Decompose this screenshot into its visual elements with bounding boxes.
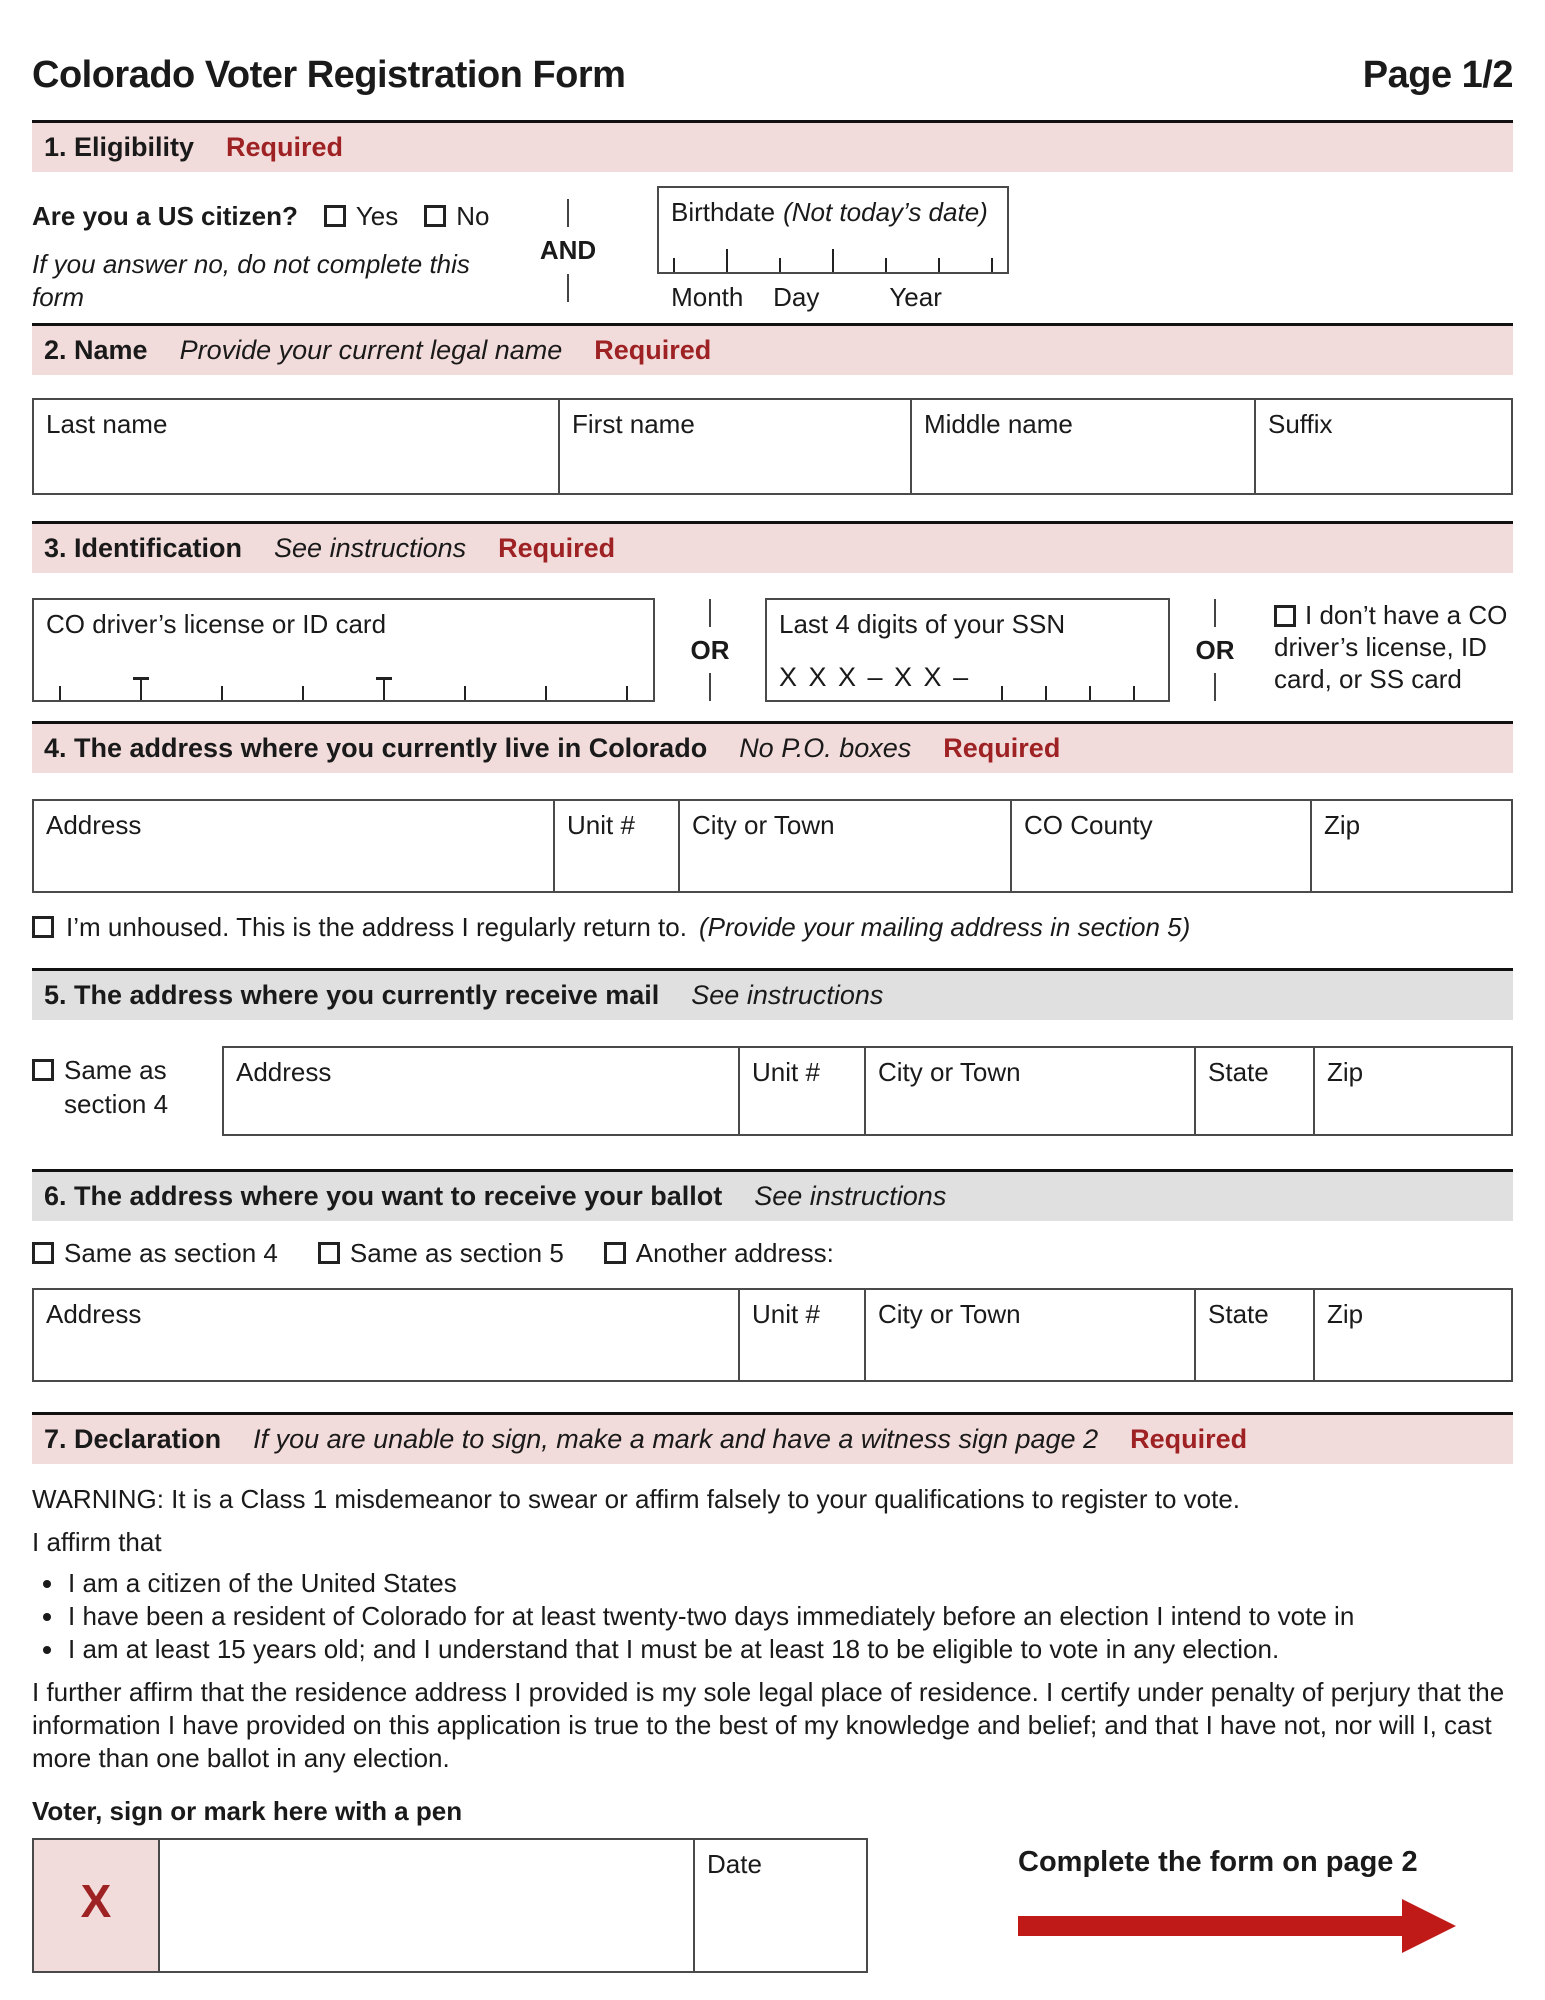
tick-mark: [626, 686, 628, 700]
ballot-same-as-5-checkbox[interactable]: [318, 1242, 340, 1264]
section-5-subtitle: See instructions: [691, 979, 884, 1010]
ballot-address-field[interactable]: [32, 1288, 740, 1382]
ballot-state-field[interactable]: [1196, 1288, 1315, 1382]
section-2-required-badge: Required: [594, 335, 712, 366]
tick-mark: [302, 686, 304, 700]
section-4-body: [32, 773, 1513, 968]
or-separator-1: [655, 598, 765, 702]
tick-mark: [464, 686, 466, 700]
drivers-license-field[interactable]: [32, 598, 655, 702]
citizenship-question-block: [32, 186, 504, 314]
zip-label: Zip: [1327, 1056, 1364, 1087]
date-field[interactable]: [695, 1838, 868, 1973]
no-id-option[interactable]: [1260, 598, 1513, 702]
middle-name-label: Middle name: [924, 409, 1073, 440]
tick-mark: [726, 249, 728, 272]
tick-mark: [991, 258, 993, 272]
mailing-city-field[interactable]: [866, 1046, 1196, 1136]
page-indicator: Page 1/2: [1362, 54, 1513, 96]
residence-address-field[interactable]: [32, 799, 555, 893]
declaration-bullet: • I am at least 15 years old; and I understand that I must be at least 18 to be eligible to vote in any election.: [66, 1633, 1513, 1666]
separator-line: [709, 673, 711, 701]
day-label: Day: [773, 281, 820, 312]
address-label: Address: [46, 810, 142, 841]
ballot-same-as-4-option[interactable]: [32, 1237, 278, 1270]
mailing-state-field[interactable]: [1196, 1046, 1315, 1136]
section-4-required-badge: Required: [943, 733, 1061, 764]
section-5-body: [32, 1020, 1513, 1169]
mailing-unit-field[interactable]: [740, 1046, 866, 1136]
unhoused-hint: (Provide your mailing address in section 5): [698, 912, 1191, 943]
city-label: City or Town: [878, 1299, 1021, 1330]
section-6-body: [32, 1221, 1513, 1413]
separator-line: [1214, 673, 1216, 701]
ballot-another-address-checkbox[interactable]: [604, 1242, 626, 1264]
section-3-title: 3. Identification: [44, 533, 243, 564]
signature-row: [32, 1838, 1513, 1973]
section-2-subtitle: Provide your current legal name: [179, 335, 563, 366]
residence-city-field[interactable]: [680, 799, 1012, 893]
section-3-required-badge: Required: [498, 533, 616, 564]
no-id-label: I don’t have a CO driver’s license, ID card, or SS card: [1274, 600, 1508, 694]
ballot-zip-field[interactable]: [1315, 1288, 1513, 1382]
birthdate-hint: (Not today’s date): [783, 196, 988, 227]
tick-mark: [59, 686, 61, 700]
suffix-field[interactable]: [1256, 398, 1513, 495]
section-1-body: [32, 172, 1513, 324]
ssn-tick-marks: [980, 686, 1156, 700]
mailing-address-row: [222, 1046, 1513, 1136]
separator-line: [1214, 599, 1216, 627]
year-label: Year: [889, 281, 942, 312]
and-separator: [504, 186, 632, 314]
unhoused-checkbox[interactable]: [32, 916, 54, 938]
county-label: CO County: [1024, 810, 1153, 841]
tick-mark: [1001, 686, 1003, 700]
section-4-subtitle: No P.O. boxes: [739, 733, 912, 764]
signature-x-box: [32, 1838, 160, 1973]
declaration-warning: WARNING: It is a Class 1 misdemeanor to swear or affirm falsely to your qualifications to register to vote.: [32, 1484, 1240, 1515]
declaration-bullet: • I have been a resident of Colorado for at least twenty-two days immediately before an election I intend to vote in: [66, 1600, 1513, 1633]
ballot-same-as-4-label: Same as section 4: [64, 1237, 278, 1268]
date-label: Date: [707, 1849, 762, 1880]
first-name-label: First name: [572, 409, 695, 440]
signature-instruction: Voter, sign or mark here with a pen: [32, 1796, 463, 1827]
section-2-body: [32, 375, 1513, 521]
separator-line: [709, 599, 711, 627]
zip-label: Zip: [1327, 1299, 1364, 1330]
signature-field[interactable]: [160, 1838, 695, 1973]
section-3-header: [32, 521, 1513, 573]
or-separator-2: [1170, 598, 1260, 702]
citizen-yes-label: Yes: [355, 200, 399, 231]
same-as-section-4-checkbox[interactable]: [32, 1059, 54, 1081]
unit-label: Unit #: [567, 810, 635, 841]
tick-mark: [1045, 686, 1047, 700]
no-id-checkbox[interactable]: [1274, 605, 1296, 627]
license-tick-marks: [59, 677, 629, 700]
section-7-required-badge: Required: [1130, 1424, 1248, 1455]
ballot-same-as-5-label: Same as section 5: [349, 1237, 564, 1268]
tick-mark: [938, 258, 940, 272]
complete-page-2-label: Complete the form on page 2: [1018, 1846, 1418, 1879]
section-6-header: [32, 1169, 1513, 1221]
tick-mark: [832, 249, 834, 272]
last-name-label: Last name: [46, 409, 168, 440]
suffix-label: Suffix: [1268, 409, 1333, 440]
section-7-subtitle: If you are unable to sign, make a mark and have a witness sign page 2: [253, 1424, 1099, 1455]
section-1-required-badge: Required: [226, 131, 344, 162]
residence-zip-field[interactable]: [1312, 799, 1513, 893]
citizen-no-option[interactable]: [424, 200, 489, 233]
ssn-mask: X X X – X X –: [779, 662, 971, 693]
section-6-subtitle: See instructions: [754, 1180, 947, 1211]
address-label: Address: [236, 1056, 332, 1087]
residence-unit-field[interactable]: [555, 799, 680, 893]
section-4-title: 4. The address where you currently live in Colorado: [44, 733, 708, 764]
citizen-yes-checkbox[interactable]: [324, 205, 346, 227]
ballot-address-options: [32, 1237, 1513, 1270]
ballot-unit-field[interactable]: [740, 1288, 866, 1382]
section-1-header: [32, 120, 1513, 172]
citizen-question: Are you a US citizen?: [32, 200, 298, 231]
tick-mark: [383, 677, 385, 700]
tick-mark: [1089, 686, 1091, 700]
arrow-head: [1402, 1899, 1456, 1953]
citizen-no-label: No: [456, 200, 490, 231]
unit-label: Unit #: [752, 1056, 820, 1087]
declaration-affirm-intro: I affirm that: [32, 1527, 162, 1558]
drivers-license-label: CO driver’s license or ID card: [46, 609, 387, 640]
mailing-zip-field[interactable]: [1315, 1046, 1513, 1136]
last-name-field[interactable]: [32, 398, 560, 495]
section-3-subtitle: See instructions: [274, 533, 467, 564]
or-label: OR: [1195, 634, 1235, 665]
section-3-body: [32, 573, 1513, 721]
first-name-field[interactable]: [560, 398, 912, 495]
declaration-bullet-list: [32, 1567, 1513, 1666]
section-6-title: 6. The address where you want to receive your ballot: [44, 1180, 723, 1211]
tick-mark: [221, 686, 223, 700]
ballot-city-field[interactable]: [866, 1288, 1196, 1382]
form-header: [32, 52, 1513, 100]
unit-label: Unit #: [752, 1299, 820, 1330]
form-title: Colorado Voter Registration Form: [32, 54, 626, 96]
tick-mark: [779, 258, 781, 272]
separator-line: [567, 199, 569, 227]
birthdate-field[interactable]: [657, 186, 1009, 274]
ballot-address-row: [32, 1288, 1513, 1382]
citizen-note: If you answer no, do not complete this form: [32, 249, 470, 312]
section-7-body: [32, 1464, 1513, 1973]
arrow-right-icon: [1018, 1899, 1456, 1953]
same-as-section-4-option[interactable]: [32, 1046, 222, 1136]
ballot-same-as-4-checkbox[interactable]: [32, 1242, 54, 1264]
residence-county-field[interactable]: [1012, 799, 1312, 893]
ballot-another-address-option[interactable]: [604, 1237, 834, 1270]
tick-mark: [140, 677, 142, 700]
middle-name-field[interactable]: [912, 398, 1256, 495]
arrow-shaft: [1018, 1916, 1402, 1936]
tick-mark: [1133, 686, 1135, 700]
declaration-bullet: • I am a citizen of the United States: [66, 1567, 1513, 1600]
city-label: City or Town: [692, 810, 835, 841]
section-2-header: [32, 323, 1513, 375]
ballot-same-as-5-option[interactable]: [318, 1237, 564, 1270]
same-as-label-line1: Same as: [64, 1054, 167, 1085]
tick-mark: [673, 258, 675, 272]
ssn-label: Last 4 digits of your SSN: [779, 609, 1066, 640]
section-1-title: 1. Eligibility: [44, 131, 195, 162]
citizen-yes-option[interactable]: [324, 200, 398, 233]
city-label: City or Town: [878, 1056, 1021, 1087]
month-label: Month: [671, 281, 744, 312]
birthdate-tick-marks: [673, 249, 993, 272]
ssn-field[interactable]: [765, 598, 1170, 702]
birthdate-group: [657, 186, 1009, 314]
tick-mark: [885, 258, 887, 272]
unhoused-option[interactable]: [32, 911, 1513, 944]
signature-x-mark: X: [80, 1875, 112, 1928]
and-label: AND: [539, 235, 597, 266]
zip-label: Zip: [1324, 810, 1361, 841]
mailing-address-field[interactable]: [222, 1046, 740, 1136]
section-7-title: 7. Declaration: [44, 1424, 222, 1455]
same-as-label-line2: section 4: [64, 1089, 169, 1120]
address-label: Address: [46, 1299, 142, 1330]
next-page-callout: [1018, 1838, 1513, 1973]
or-label: OR: [690, 634, 730, 665]
section-2-title: 2. Name: [44, 335, 148, 366]
ballot-another-address-label: Another address:: [635, 1237, 834, 1268]
state-label: State: [1208, 1056, 1269, 1087]
separator-line: [567, 274, 569, 302]
declaration-further-affirmation: I further affirm that the residence address I provided is my sole legal place of residence. I certify under penalty of perjury that the information I have provided on this application is true to the best of my knowledge and belief; and that I have not, nor will I, cast more than one ballot in any election.: [32, 1677, 1505, 1774]
name-fields-row: [32, 398, 1513, 495]
section-5-header: [32, 968, 1513, 1020]
tick-mark: [545, 686, 547, 700]
section-7-header: [32, 1412, 1513, 1464]
state-label: State: [1208, 1299, 1269, 1330]
section-5-title: 5. The address where you currently receive mail: [44, 979, 660, 1010]
residence-address-row: [32, 799, 1513, 893]
section-4-header: [32, 721, 1513, 773]
birthdate-label: Birthdate: [671, 196, 776, 227]
birthdate-part-labels: [657, 274, 1009, 312]
citizen-no-checkbox[interactable]: [424, 205, 446, 227]
unhoused-label: I’m unhoused. This is the address I regularly return to.: [66, 912, 687, 943]
